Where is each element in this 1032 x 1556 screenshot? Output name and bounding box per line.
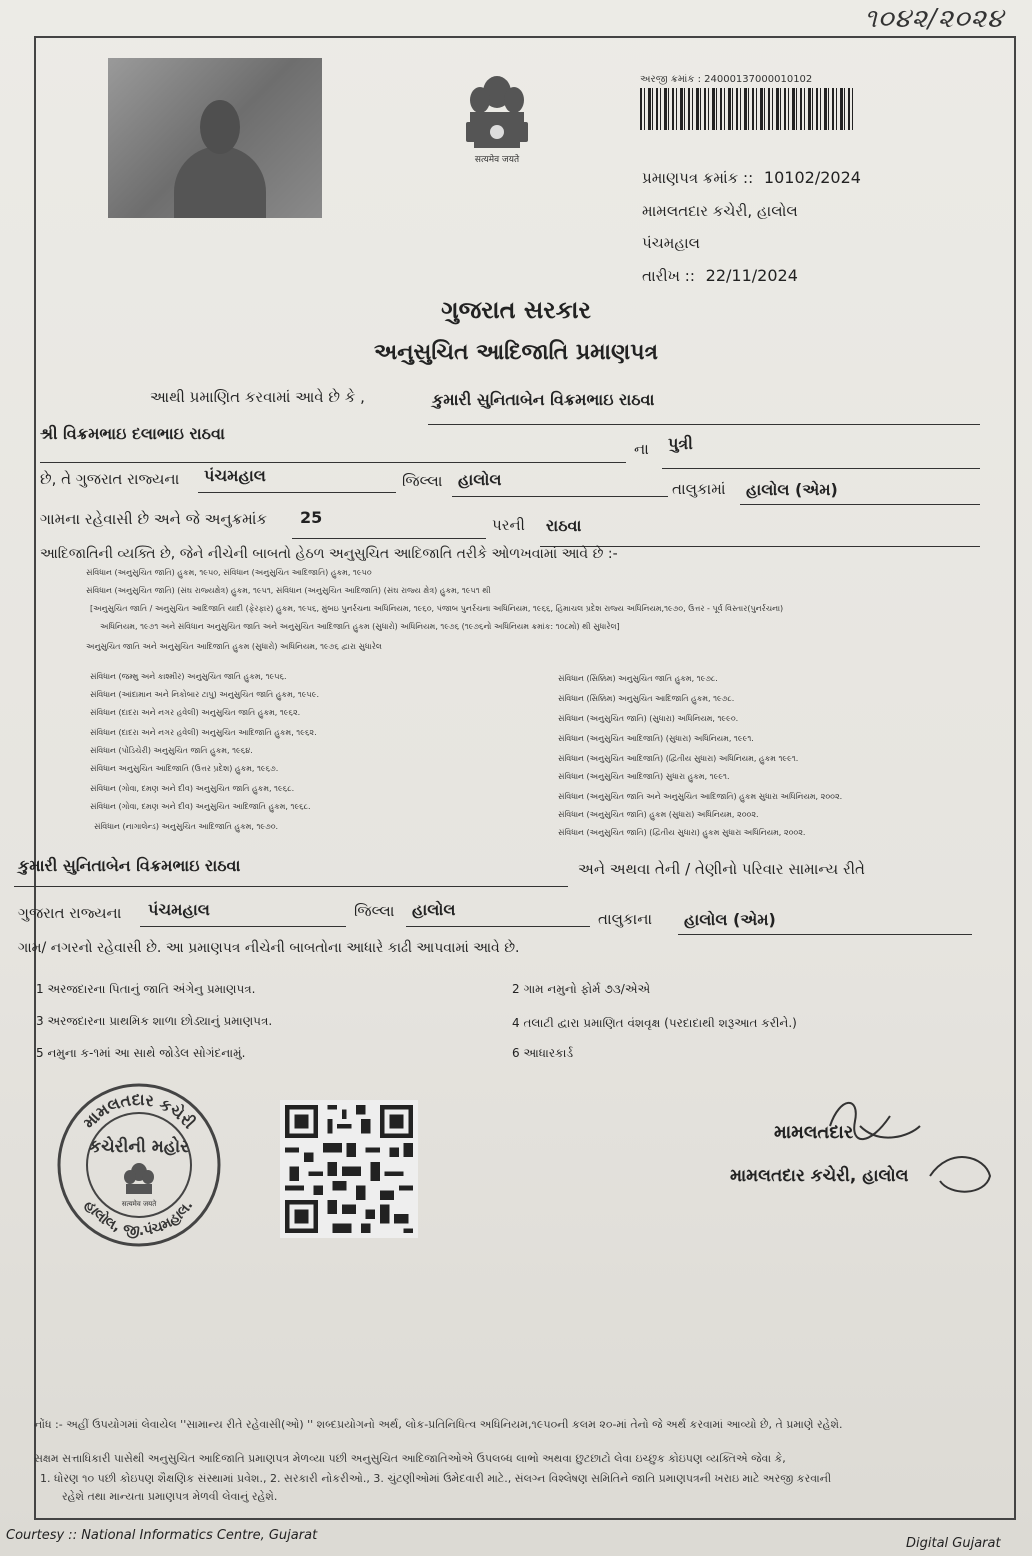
application-number: અરજી ક્રમાંક : 24000137000010102 bbox=[640, 74, 813, 85]
applicant-photo bbox=[108, 58, 322, 218]
taluka-value: હાલોલ (એમ) bbox=[746, 480, 838, 499]
taluka-label: તાલુકામાં bbox=[672, 480, 726, 498]
district-value: પંચમહાલ bbox=[204, 466, 266, 485]
certificate-number: 10102/2024 bbox=[763, 168, 861, 187]
document-item: 1 અરજદારના પિતાનું જાતિ અંગેનુ પ્રમાણપત્ર. bbox=[36, 982, 256, 996]
national-emblem-icon bbox=[452, 70, 542, 162]
date-row bbox=[642, 266, 798, 285]
serial-number: 25 bbox=[300, 508, 323, 527]
issue-date: 22/11/2024 bbox=[705, 266, 798, 285]
footer-courtesy: Courtesy :: National Informatics Centre, Gujarat bbox=[6, 1528, 318, 1543]
taluka-label-2: તાલુકાના bbox=[598, 910, 653, 928]
order-right: સંવિધાન (અનુસુચિત આદિજાતિ) સુધારા હુકમ, ૧૯૯૧. bbox=[558, 772, 730, 781]
taluka-value-2: હાલોલ (એમ) bbox=[684, 910, 776, 929]
order-left: સંવિધાન (નાગાલેન્ડ) અનુસુચિત આદિજાતિ હુકમ, ૧૯૭૦. bbox=[94, 822, 279, 831]
declaration: આદિજાતિની વ્યક્તિ છે, જેને નીચેની બાબતો હેઠળ અનુસુચિત આદિજાતિ તરીકે ઓળખવામાં આવે છે :- bbox=[40, 546, 618, 562]
issuing-office: મામલતદાર કચેરી, હાલોલ bbox=[642, 202, 798, 220]
na-label: ના bbox=[634, 440, 649, 458]
relation: પુત્રી bbox=[668, 434, 693, 453]
order-right: સંવિધાન (અનુસુચિત આદિજાતિ) (સુધારા) અધિનિયમ, ૧૯૯૧. bbox=[558, 734, 754, 743]
certificate-number-row bbox=[642, 168, 861, 187]
certificate-number-label: પ્રમાણપત્ર ક્રમાંક :: bbox=[642, 169, 754, 187]
order-right: સંવિધાન (અનુસુચિત જાતિ) (દ્વિતીય સુધારા) હુકમ સુધારા અધિનિયમ, ૨૦૦૨. bbox=[558, 828, 806, 837]
issuing-district: પંચમહાલ bbox=[642, 234, 701, 252]
document-item: 3 અરજદારના પ્રાથમિક શાળા છોડ્યાનું પ્રમાણપત્ર. bbox=[36, 1014, 273, 1028]
svg-text:હાલોલ, જી.પંચમહાલ.: હાલોલ, જી.પંચમહાલ. bbox=[81, 1197, 197, 1240]
state-label-2: ગુજરાત રાજ્યના bbox=[18, 904, 122, 922]
order-left: સંવિધાન (જમ્મુ અને કાશ્મીર) અનુસુચિત જાતિ હુકમ, ૧૯૫૬. bbox=[90, 672, 287, 681]
certify-label: આથી પ્રમાણિત કરવામાં આવે છે કે , bbox=[150, 388, 365, 406]
certificate-title: અનુસુચિત આદિજાતિ પ્રમાણપત્ર bbox=[373, 340, 659, 365]
document-item: 5 નમુના ક-૧માં આ સાથે જોડેલ સોગંદનામું. bbox=[36, 1046, 246, 1060]
order-left: સંવિધાન (આંદામાન અને નિકોબાર ટાપુ) અનુસુચિત જાતિ હુકમ, ૧૯૫૯. bbox=[90, 690, 320, 699]
applicant-name: કુમારી સુનિતાબેન વિક્રમભાઇ રાઠવા bbox=[432, 390, 655, 409]
district-label: જિલ્લા bbox=[402, 472, 443, 490]
par-label: પરની bbox=[492, 516, 525, 534]
order-left: સંવિધાન (દાદરા અને નગર હવેલી) અનુસુચિત આદિજાતિ હુકમ, ૧૯૬૨. bbox=[90, 728, 317, 737]
order-line: [અનુસુચિત જાતિ / અનુસુચિત આદિજાતિ યાદી (ફેરફાર) હુકમ, ૧૯૫૬, મુંબઇ પુનર્રચના અધિનિયમ, ૧૯૬૦, પંજાબ પુનર્રચના અધિનિયમ, ૧૯૬૬, હિમાચલ પ્રદેશ રાજ્ય અધિનિયમ,૧૯૭૦, ઉત્તર - પૂર્વ વિસ્તાર(પુનર્રચના) bbox=[90, 604, 784, 613]
document-item: 6 આધારકાર્ડ bbox=[512, 1046, 574, 1060]
barcode bbox=[640, 88, 854, 130]
svg-text:सत्यमेव जयते: सत्यमेव जयते bbox=[121, 1200, 157, 1208]
basis-statement: ગામ/ નગરનો રહેવાસી છે. આ પ્રમાણપત્ર નીચેની બાબતોના આધારે કાઢી આપવામાં આવે છે. bbox=[18, 940, 520, 956]
family-label: અને અથવા તેની / તેણીનો પરિવાર સામાન્ય રીતે bbox=[578, 860, 865, 878]
svg-text:કચેરીની મહોર: કચેરીની મહોર bbox=[89, 1137, 189, 1157]
note-3: 1. ધોરણ ૧૦ પછી કોઇપણ શૈક્ષણિક સંસ્થામાં પ્રવેશ., 2. સરકારી નોકરીઓ., 3. ચુંટણીઓમાં ઉમેદવારી માટે., સંલગ્ન વિશ્લેષણ સમિતિને જાતિ પ્રમાણપત્રની ખરાઇ માટે અરજી કરવાની bbox=[40, 1472, 832, 1485]
tribe: રાઠવા bbox=[546, 516, 582, 535]
signatory-designation: મામલતદાર bbox=[774, 1122, 854, 1143]
state-label: છે, તે ગુજરાત રાજ્યના bbox=[40, 470, 180, 488]
note-1: નોંધ :- અહીં ઉપયોગમાં લેવાયેલ ''સામાન્ય રીતે રહેવાસી(ઓ) '' શબ્દપ્રયોગનો અર્થ, લોક-પ્રતિનિધિત્વ અધિનિયમ,૧૯૫૦ની કલમ ૨૦-માં તેનો જે અર્થ કરવામાં આવ્યો છે, તે પ્રમાણે રહેશે. bbox=[34, 1418, 843, 1431]
note-4: રહેશે તથા માન્યતા પ્રમાણપત્ર મેળવી લેવાનું રહેશે. bbox=[62, 1490, 278, 1503]
person-name: કુમારી સુનિતાબેન વિક્રમભાઇ રાઠવા bbox=[18, 856, 241, 875]
certificate-border bbox=[34, 36, 1016, 1520]
order-line: અધિનિયમ, ૧૯૭૧ અને સંવિધાન અનુસુચિત જાતિ અને અનુસુચિત આદિજાતિ હુકમ (સુધારો) અધિનિયમ, ૧૯૭૬ (૧૯૭૬નો અધિનિયમ ક્રમાંક: ૧૦૮મો) થી સુધારેલ] bbox=[100, 622, 620, 631]
order-right: સંવિધાન (અનુસુચિત જાતિ અને અનુસુચિત આદિજાતિ) હુકમ સુધારા અધિનિયમ, ૨૦૦૨. bbox=[558, 792, 843, 801]
office-seal bbox=[54, 1080, 224, 1250]
government-title: ગુજરાત સરકાર bbox=[441, 296, 591, 324]
order-line: સંવિધાન (અનુસુચિત જાતિ) (સંઘ રાજ્યક્ષેત્ર) હુકમ, ૧૯૫૧, સંવિધાન (અનુસુચિત આદિજાતિ) (સંઘ રાજ્ય ક્ષેત્ર) હુકમ, ૧૯૫૧ થી bbox=[86, 586, 491, 595]
order-line: અનુસુચિત જાતિ અને અનુસુચિત આદિજાતિ હુકમ (સુધારો) અધિનિયમ, ૧૯૭૬ દ્વારા સુધારેલ bbox=[86, 642, 382, 651]
order-right: સંવિધાન (અનુસુચિત જાતિ) (સુધારા) અધિનિયમ, ૧૯૯૦. bbox=[558, 714, 739, 723]
note-2: સક્ષમ સત્તાધિકારી પાસેથી અનુસુચિત આદિજાતિ પ્રમાણપત્ર મેળવ્યા પછી અનુસુચિત આદિજાતિઓએ ઉપલબ્ધ લાભો અથવા છુટછાટો લેવા ઇચ્છુક કોઇપણ વ્યક્તિએ જેવા કે, bbox=[34, 1452, 786, 1465]
order-right: સંવિધાન (સિક્કિમ) અનુસુચિત આદિજાતિ હુકમ, ૧૯૭૮. bbox=[558, 694, 735, 703]
order-line: સંવિધાન (અનુસુચિત જાતિ) હુકમ, ૧૯૫૦, સંવિધાન (અનુસુચિત આદિજાતિ) હુકમ, ૧૯૫૦ bbox=[86, 568, 372, 577]
district-value-4: હાલોલ bbox=[412, 900, 456, 919]
district-label-2: જિલ્લા bbox=[354, 902, 395, 920]
signatory-office: મામલતદાર કચેરી, હાલોલ bbox=[730, 1166, 909, 1186]
order-left: સંવિધાન (દાદરા અને નગર હવેલી) અનુસુચિત જાતિ હુકમ, ૧૯૬૨. bbox=[90, 708, 301, 717]
order-left: સંવિધાન અનુસુચિત આદિજાતિ (ઉત્તર પ્રદેશ) હુકમ, ૧૯૬૭. bbox=[90, 764, 279, 773]
order-left: સંવિધાન (ગોવા, દમણ અને દીવ) અનુસુચિત આદિજાતિ હુકમ, ૧૯૬૮. bbox=[90, 802, 311, 811]
order-right: સંવિધાન (સિક્કિમ) અનુસુચિત જાતિ હુકમ, ૧૯૭૮. bbox=[558, 674, 718, 683]
father-name: શ્રી વિક્રમભાઇ દલાભાઇ રાઠવા bbox=[40, 424, 225, 443]
document-item: 2 ગામ નમુનો ફોર્મ ૭૩/એએ bbox=[512, 982, 651, 996]
svg-text:મામલતદાર કચેરી: મામલતદાર કચેરી bbox=[79, 1089, 199, 1133]
village-label: ગામના રહેવાસી છે અને જે અનુક્રમાંક bbox=[40, 510, 268, 528]
qr-code bbox=[280, 1100, 418, 1238]
emblem-caption: सत्यमेव जयते bbox=[474, 155, 520, 165]
order-left: સંવિધાન (પોંડિચેરી) અનુસુચિત જાતિ હુકમ, ૧૯૬૪. bbox=[90, 746, 253, 755]
handwritten-number: ૧૦૪૨/૨૦૨૪ bbox=[864, 4, 1004, 34]
district-value-3: પંચમહાલ bbox=[148, 900, 210, 919]
document-item: 4 તલાટી દ્વારા પ્રમાણિત વંશવૃક્ષ (પરદાદાથી શરૂઆત કરીને.) bbox=[512, 1016, 797, 1030]
order-left: સંવિધાન (ગોવા, દમણ અને દીવ) અનુસુચિત જાતિ હુકમ, ૧૯૬૮. bbox=[90, 784, 295, 793]
order-right: સંવિધાન (અનુસુચિત જાતિ) હુકમ (સુધારા) અધિનિયમ, ૨૦૦૨. bbox=[558, 810, 759, 819]
date-label: તારીખ :: bbox=[642, 267, 695, 285]
order-right: સંવિધાન (અનુસુચિત આદિજાતિ) (દ્વિતીય સુધારા) અધિનિયમ, હુકમ ૧૯૯૧. bbox=[558, 754, 799, 763]
footer-brand: Digital Gujarat bbox=[906, 1536, 1001, 1551]
district-value-2: હાલોલ bbox=[458, 470, 502, 489]
